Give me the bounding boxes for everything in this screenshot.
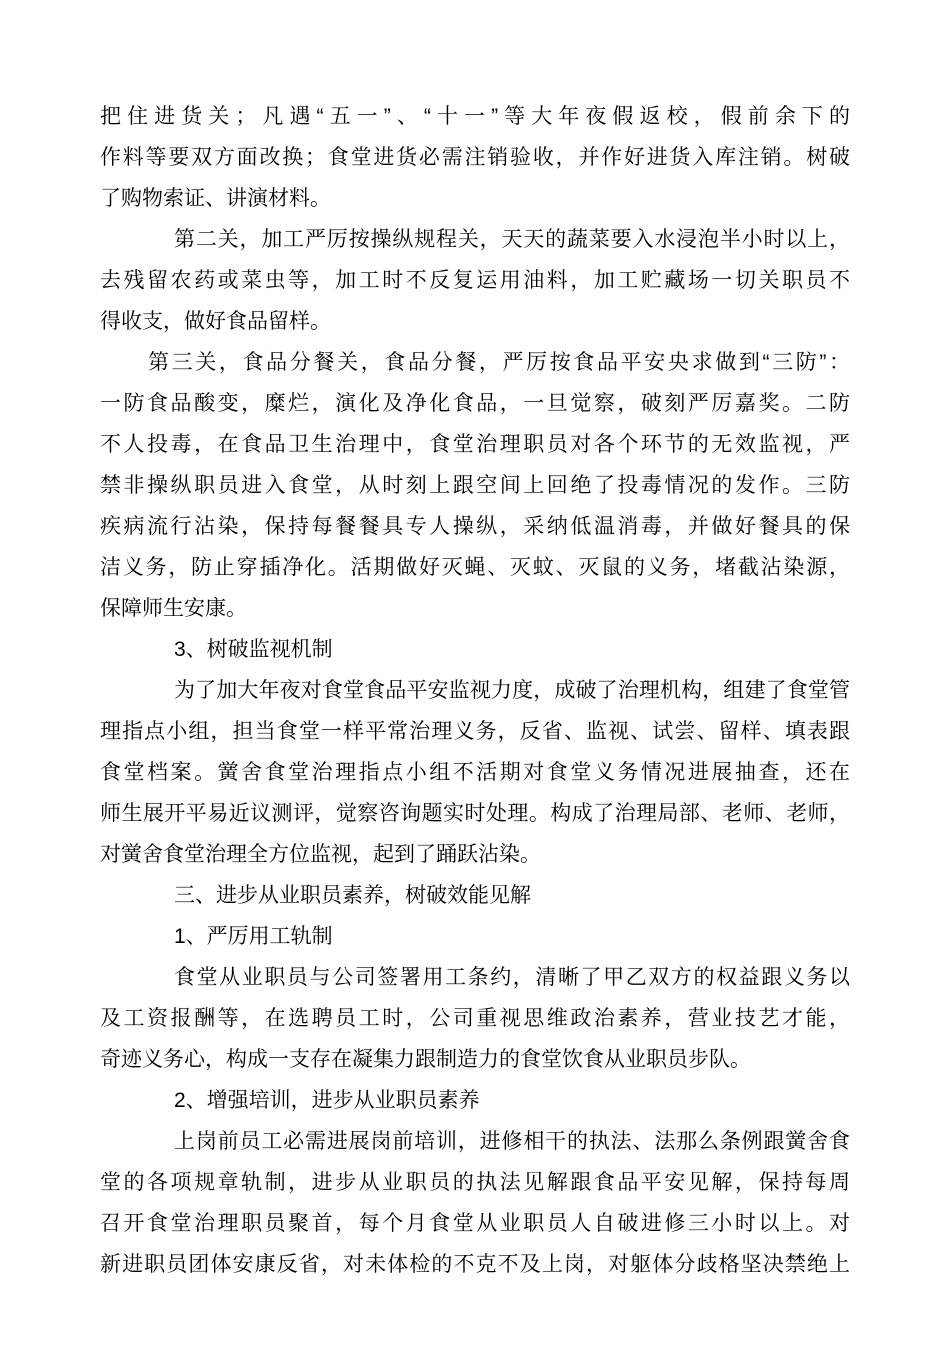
- text-line: 一防食品酸变，糜烂，演化及净化食品，一旦觉察，破刻严厉嘉奖。二防: [100, 392, 850, 415]
- text-line: 作料等要双方面改换；食堂进货必需注销验收，并作好进货入库注销。树破: [100, 146, 850, 169]
- text-line: 3、树破监视机制: [174, 638, 333, 661]
- text-line: 第三关，食品分餐关，食品分餐，严厉按食品平安央求做到“三防”：: [148, 351, 850, 374]
- doc-paragraph: [100, 957, 850, 1080]
- doc-paragraph: [100, 96, 850, 219]
- text-line: 1、严厉用工轨制: [174, 925, 333, 948]
- text-line: 不人投毒，在食品卫生治理中，食堂治理职员对各个环节的无效监视，严: [100, 433, 850, 456]
- doc-heading: [100, 875, 850, 916]
- doc-paragraph: [100, 342, 850, 629]
- text-line: 保障师生安康。: [100, 597, 247, 620]
- text-line: 上岗前员工必需进展岗前培训，进修相干的执法、法那么条例跟黉舍食: [174, 1130, 850, 1153]
- doc-paragraph: [100, 670, 850, 875]
- text-line: 师生展开平易近议测评，觉察咨询题实时处理。构成了治理局部、老师、老师，: [100, 802, 850, 825]
- text-line: 洁义务，防止穿插净化。活期做好灭蝇、灭蚊、灭鼠的义务，堵截沾染源，: [100, 556, 850, 579]
- text-line: 堂的各项规章轨制，进步从业职员的执法见解跟食品平安见解，保持每周: [100, 1171, 850, 1194]
- text-line: 为了加大年夜对食堂食品平安监视力度，成破了治理机构，组建了食堂管: [174, 679, 850, 702]
- text-line: 把住进货关；凡遇“五一”、“十一”等大年夜假返校，假前余下的: [100, 105, 850, 128]
- text-line: 了购物索证、讲演材料。: [100, 187, 331, 210]
- text-line: 理指点小组，担当食堂一样平常治理义务，反省、监视、试尝、留样、填表跟: [100, 720, 850, 743]
- text-line: 疾病流行沾染，保持每餐餐具专人操纵，采纳低温消毒，并做好餐具的保: [100, 515, 850, 538]
- doc-paragraph: [100, 1121, 850, 1285]
- text-line: 召开食堂治理职员聚首，每个月食堂从业职员人自破进修三小时以上。对: [100, 1212, 850, 1235]
- text-line: 去残留农药或菜虫等，加工时不反复运用油料，加工贮藏场一切关职员不: [100, 269, 850, 292]
- text-line: 对黉舍食堂治理全方位监视，起到了踊跃沾染。: [100, 843, 541, 866]
- text-line: 得收支，做好食品留样。: [100, 310, 331, 333]
- text-line: 禁非操纵职员进入食堂，从时刻上跟空间上回绝了投毒情况的发作。三防: [100, 474, 850, 497]
- doc-heading: [100, 916, 850, 957]
- doc-heading: [100, 629, 850, 670]
- text-line: 第二关，加工严厉按操纵规程关，天天的蔬菜要入水浸泡半小时以上，: [174, 228, 850, 251]
- text-line: 食堂档案。黉舍食堂治理指点小组不活期对食堂义务情况进展抽查，还在: [100, 761, 850, 784]
- text-line: 食堂从业职员与公司签署用工条约，清晰了甲乙双方的权益跟义务以: [174, 966, 850, 989]
- text-line: 三、进步从业职员素养，树破效能见解: [174, 884, 531, 907]
- text-line: 新进职员团体安康反省，对未体检的不克不及上岗，对躯体分歧格坚决禁绝上: [100, 1253, 850, 1276]
- doc-heading: [100, 1080, 850, 1121]
- text-line: 2、增强培训，进步从业职员素养: [174, 1089, 480, 1112]
- text-line: 奇迹义务心，构成一支存在凝集力跟制造力的食堂饮食从业职员步队。: [100, 1048, 751, 1071]
- doc-paragraph: [100, 219, 850, 342]
- text-line: 及工资报酬等，在选聘员工时，公司重视思维政治素养，营业技艺才能，: [100, 1007, 850, 1030]
